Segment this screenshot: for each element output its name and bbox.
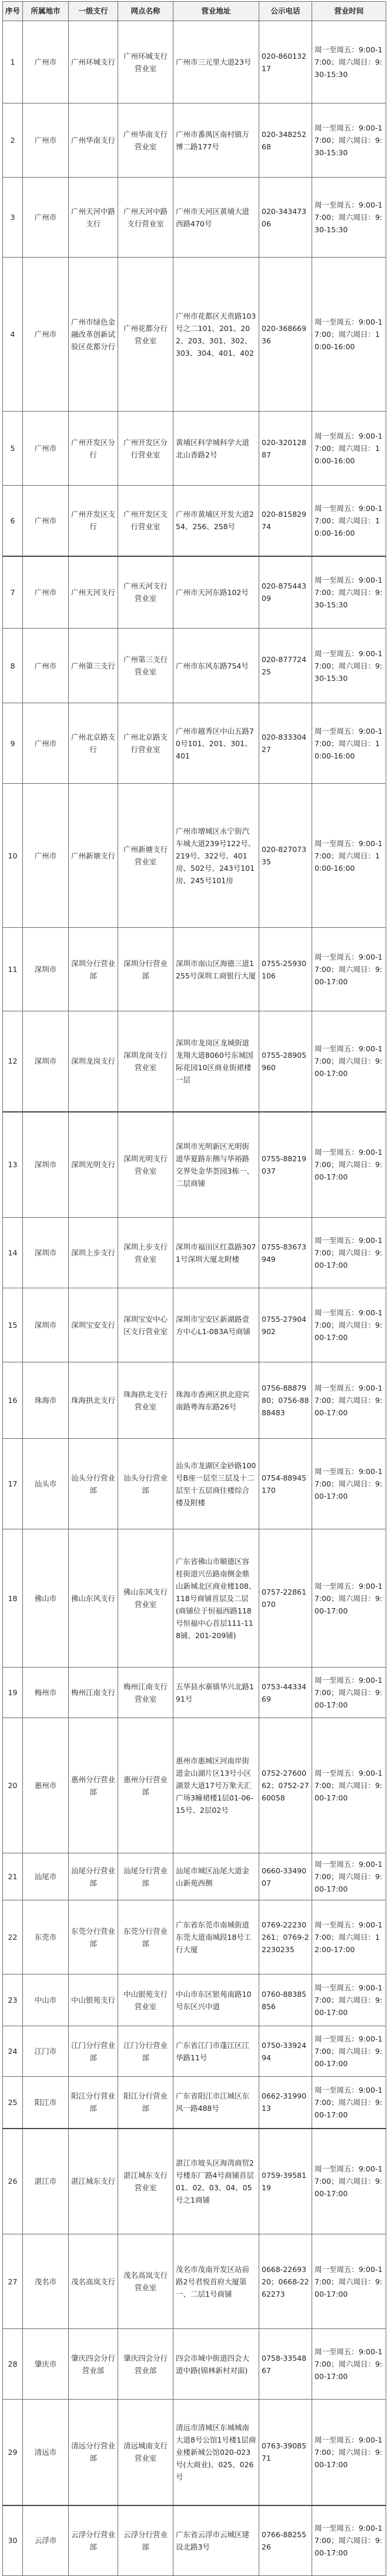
- header-address: 营业地址: [173, 2, 259, 21]
- parent-branch-cell: 梅州江南支行: [69, 1668, 118, 1718]
- table-row: [3, 1853, 386, 1900]
- city-cell: 茂名市: [23, 2234, 69, 2329]
- table-row: [3, 1718, 386, 1853]
- phone-cell: 0755-27904902: [259, 1288, 312, 1362]
- row-number: 19: [3, 1668, 23, 1718]
- address-cell: 五华县水寨镇华兴北路191号: [173, 1668, 259, 1718]
- row-number: 23: [3, 1974, 23, 2026]
- parent-branch-cell: 广州开发区支行: [69, 486, 118, 556]
- row-number: 8: [3, 629, 23, 703]
- header-parent-branch: 一级支行: [69, 2, 118, 21]
- hours-cell: 周一至周五：9:00-17:00；周六周日：9:00-17:00: [312, 1439, 386, 1529]
- city-cell: 汕头市: [23, 1439, 69, 1529]
- city-cell: 惠州市: [23, 1718, 69, 1853]
- table-body: [3, 21, 386, 2576]
- phone-cell: 0757-22861070: [259, 1529, 312, 1668]
- hours-cell: 周一至周五：9:00-17:00；周六周日：9:00-17:00: [312, 2129, 386, 2234]
- city-cell: 广州市: [23, 412, 69, 486]
- phone-cell: 020-34347306: [259, 178, 312, 258]
- row-number: 5: [3, 412, 23, 486]
- row-number: 28: [3, 2329, 23, 2400]
- row-number: 7: [3, 556, 23, 629]
- table-row: [3, 1900, 386, 1974]
- address-cell: 清远市清城区东城城南大道8号公馆1号楼1层商业楼新城公馆020-023号(大商业)、025、026号: [173, 2400, 259, 2505]
- branch-name-cell: 广州北京路支行营业室: [118, 703, 173, 784]
- row-number: 22: [3, 1900, 23, 1974]
- city-cell: 深圳市: [23, 1218, 69, 1288]
- hours-cell: 周一至周五：9:00-17:00；周六周日：10:00-16:00: [312, 486, 386, 556]
- row-number: 11: [3, 928, 23, 1011]
- row-number: 13: [3, 1112, 23, 1218]
- branch-name-cell: 广州花都分行营业室: [118, 258, 173, 412]
- phone-cell: 0760-88385856: [259, 1974, 312, 2026]
- hours-cell: 周一至周五：9:00-17:00；周六周日：9:30-15:30: [312, 103, 386, 178]
- address-cell: 惠州市惠城区河南岸街道金山湖片区13号小区湖景大道17号万象天汇广场3幢裙楼1层01-06-15号、2层02号: [173, 1718, 259, 1853]
- phone-cell: 0758-3354867: [259, 2329, 312, 2400]
- table-row: [3, 2129, 386, 2234]
- branch-name-cell: 深圳宝安中心区支行营业室: [118, 1288, 173, 1362]
- phone-cell: 0753-4433469: [259, 1668, 312, 1718]
- address-cell: 广州市东风东路754号: [173, 629, 259, 703]
- branch-table: [2, 1, 386, 2576]
- phone-cell: 0755-28905960: [259, 1011, 312, 1112]
- phone-cell: 0668-2269320；0668-2262273: [259, 2234, 312, 2329]
- phone-cell: 020-82707335: [259, 784, 312, 928]
- parent-branch-cell: 广州第三支行: [69, 629, 118, 703]
- address-cell: 广州市天河东路102号: [173, 556, 259, 629]
- city-cell: 汕尾市: [23, 1853, 69, 1900]
- branch-name-cell: 云浮分行营业部: [118, 2505, 173, 2576]
- branch-name-cell: 东莞分行营业部: [118, 1900, 173, 1974]
- hours-cell: 周一至周五：9:00-17:00；周六周日：9:00-17:00: [312, 1218, 386, 1288]
- table-row: [3, 1288, 386, 1362]
- city-cell: 肇庆市: [23, 2329, 69, 2400]
- table-row: [3, 1218, 386, 1288]
- hours-cell: 周一至周五：9:00-17:00；周六周日：9:00-17:00: [312, 2234, 386, 2329]
- address-cell: 广州市越秀区中山五路70号101、201、301、401: [173, 703, 259, 784]
- branch-name-cell: 汕头分行营业部: [118, 1439, 173, 1529]
- table-row: [3, 1529, 386, 1668]
- address-cell: 茂名市茂南开发区站前路2号君悦首府大厦第一、二层1号商铺: [173, 2234, 259, 2329]
- hours-cell: 周一至周五：9:00-17:00；周六周日：9:30-15:30: [312, 178, 386, 258]
- branch-name-cell: 深圳上步支行营业室: [118, 1218, 173, 1288]
- branch-name-cell: 湛江城东支行营业室: [118, 2129, 173, 2234]
- hours-cell: 周一至周五：9:00-17:00；周六周日：9:00-17:00: [312, 1529, 386, 1668]
- parent-branch-cell: 东莞分行营业部: [69, 1900, 118, 1974]
- parent-branch-cell: 珠海拱北支行: [69, 1362, 118, 1439]
- row-number: 18: [3, 1529, 23, 1668]
- parent-branch-cell: 广州开发区分行: [69, 412, 118, 486]
- phone-cell: 0752-2760062；0752-2760058: [259, 1718, 312, 1853]
- hours-cell: 周一至周五：9:00-17:00；周六周日：9:30-15:30: [312, 629, 386, 703]
- parent-branch-cell: 广州天河支行: [69, 556, 118, 629]
- table-row: [3, 2505, 386, 2576]
- city-cell: 广州市: [23, 103, 69, 178]
- table-row: [3, 1439, 386, 1529]
- hours-cell: 周一至周五：9:00-17:00；周六周日：9:00-17:00: [312, 1853, 386, 1900]
- city-cell: 梅州市: [23, 1668, 69, 1718]
- address-cell: 广州市增城区永宁街汽车城大道239号122号、219号、322号、401房、502号、243号101房、245号101房: [173, 784, 259, 928]
- address-cell: 深圳市光明新区光明街道华夏路东侧与华裕路交界处金华荟园3栋一、二层商铺: [173, 1112, 259, 1218]
- parent-branch-cell: 深圳上步支行: [69, 1218, 118, 1288]
- row-number: 12: [3, 1011, 23, 1112]
- hours-cell: 周一至周五：9:00-17:00；周六周日：10:00-16:00: [312, 703, 386, 784]
- address-cell: 深圳市宝安区新湖路壹方中心L1-083A号商铺: [173, 1288, 259, 1362]
- table-row: [3, 1011, 386, 1112]
- city-cell: 广州市: [23, 784, 69, 928]
- table-row: [3, 486, 386, 556]
- branch-name-cell: 深圳分行营业部: [118, 928, 173, 1011]
- phone-cell: 020-81582974: [259, 486, 312, 556]
- branch-name-cell: 汕尾分行营业部: [118, 1853, 173, 1900]
- city-cell: 深圳市: [23, 928, 69, 1011]
- parent-branch-cell: 湛江城东支行: [69, 2129, 118, 2234]
- branch-name-cell: 广州天河支行营业室: [118, 556, 173, 629]
- row-number: 17: [3, 1439, 23, 1529]
- row-number: 9: [3, 703, 23, 784]
- hours-cell: 周一至周五：9:00-17:00；周六周日：9:00-17:00: [312, 1718, 386, 1853]
- parent-branch-cell: 茂名高岚支行: [69, 2234, 118, 2329]
- city-cell: 深圳市: [23, 1011, 69, 1112]
- address-cell: 汕头市龙湖区金砂路100号B座一层至三层及十二层至十五层商住楼综合楼及附楼: [173, 1439, 259, 1529]
- header-city: 所属地市: [23, 2, 69, 21]
- branch-name-cell: 佛山东风支行营业室: [118, 1529, 173, 1668]
- table-row: [3, 1974, 386, 2026]
- hours-cell: 周一至周五：9:00-17:00；周六周日：9:00-17:00: [312, 1288, 386, 1362]
- address-cell: 深圳市龙岗区龙城街道龙翔大道8060号东城国际花园10区商业街裙楼一层: [173, 1011, 259, 1112]
- branch-name-cell: 中山银苑支行营业室: [118, 1974, 173, 2026]
- address-cell: 广东省江门市蓬江区江华路11号: [173, 2026, 259, 2077]
- address-cell: 广州市天河区黄埔大道西路470号: [173, 178, 259, 258]
- branch-name-cell: 江门分行营业部: [118, 2026, 173, 2077]
- parent-branch-cell: 广州天河中路支行: [69, 178, 118, 258]
- address-cell: 珠海市香洲区拱北迎宾南路粤海东路26号: [173, 1362, 259, 1439]
- city-cell: 中山市: [23, 1974, 69, 2026]
- hours-cell: 周一至周五：9:00-17:00；周六周日：9:00-17:00: [312, 2400, 386, 2505]
- table-header-row: [3, 2, 386, 21]
- phone-cell: 020-32012887: [259, 412, 312, 486]
- branch-name-cell: 梅州江南支行营业室: [118, 1668, 173, 1718]
- address-cell: 广东省云浮市云城区建设北路3号: [173, 2505, 259, 2576]
- address-cell: 广州市黄埔区开发大道254、256、258号: [173, 486, 259, 556]
- phone-cell: 0759-3958119: [259, 2129, 312, 2234]
- row-number: 25: [3, 2077, 23, 2129]
- parent-branch-cell: 云浮分行营业部: [69, 2505, 118, 2576]
- phone-cell: 020-83330427: [259, 703, 312, 784]
- parent-branch-cell: 肇庆四会分行营业部: [69, 2329, 118, 2400]
- branch-name-cell: 肇庆四会分行营业部: [118, 2329, 173, 2400]
- table-row: [3, 2234, 386, 2329]
- table-row: [3, 784, 386, 928]
- hours-cell: 周一至周五：9:00-17:00；周六周日：9:00-17:00: [312, 2505, 386, 2576]
- parent-branch-cell: 广州市绿色金融改革创新试验区花都分行: [69, 258, 118, 412]
- city-cell: 江门市: [23, 2026, 69, 2077]
- city-cell: 广州市: [23, 629, 69, 703]
- hours-cell: 周一至周五：9:00-17:00；周六周日：9:00-17:00: [312, 2077, 386, 2129]
- city-cell: 深圳市: [23, 1288, 69, 1362]
- phone-cell: 020-34825268: [259, 103, 312, 178]
- city-cell: 深圳市: [23, 1112, 69, 1218]
- row-number: 14: [3, 1218, 23, 1288]
- address-cell: 广东省佛山市顺德区容桂街道兴岳路南侧金鼎山新城北区商业楼108、118号商铺首层及二层(商铺位于恒福西路118号恒福中心首层111-118铺、201-209铺): [173, 1529, 259, 1668]
- table-row: [3, 21, 386, 103]
- city-cell: 广州市: [23, 258, 69, 412]
- header-phone: 公示电话: [259, 2, 312, 21]
- hours-cell: 周一至周五：9:00-17:00；周六周日：9:00-17:00: [312, 2026, 386, 2077]
- branch-name-cell: 广州开发区支行营业室: [118, 486, 173, 556]
- city-cell: 广州市: [23, 21, 69, 103]
- row-number: 4: [3, 258, 23, 412]
- row-number: 27: [3, 2234, 23, 2329]
- branch-name-cell: 珠海拱北支行营业室: [118, 1362, 173, 1439]
- table-row: [3, 103, 386, 178]
- hours-cell: 周一至周五：9:00-17:00；周六周日：9:00-17:00: [312, 1362, 386, 1439]
- hours-cell: 周一至周五：9:00-17:00；周六周日：9:30-15:30: [312, 556, 386, 629]
- branch-name-cell: 清远城南支行营业室: [118, 2400, 173, 2505]
- hours-cell: 周一至周五：9:00-17:00；周六周日：10:00-16:00: [312, 258, 386, 412]
- row-number: 30: [3, 2505, 23, 2576]
- hours-cell: 周一至周五：9:00-17:00；周六周日：12:00-17:00: [312, 1900, 386, 1974]
- hours-cell: 周一至周五：9:00-17:00；周六周日：10:00-16:00: [312, 412, 386, 486]
- city-cell: 湛江市: [23, 2129, 69, 2234]
- phone-cell: 0755-83673949: [259, 1218, 312, 1288]
- row-number: 3: [3, 178, 23, 258]
- city-cell: 广州市: [23, 556, 69, 629]
- address-cell: 广东省东莞市南城街道东莞大道南城段18号工行大厦: [173, 1900, 259, 1974]
- header-hours: 营业时间: [312, 2, 386, 21]
- table-row: [3, 928, 386, 1011]
- branch-name-cell: 广州开发区分行营业室: [118, 412, 173, 486]
- parent-branch-cell: 深圳分行营业部: [69, 928, 118, 1011]
- hours-cell: 周一至周五：9:00-17:00；周六周日：10:00-16:00: [312, 784, 386, 928]
- parent-branch-cell: 佛山东风支行: [69, 1529, 118, 1668]
- row-number: 26: [3, 2129, 23, 2234]
- parent-branch-cell: 清远分行营业部: [69, 2400, 118, 2505]
- address-cell: 黄埔区科学城科学大道北山香路2号: [173, 412, 259, 486]
- table-row: [3, 258, 386, 412]
- phone-cell: 0756-8887980；0756-8888483: [259, 1362, 312, 1439]
- parent-branch-cell: 广州华南支行: [69, 103, 118, 178]
- table-row: [3, 703, 386, 784]
- branch-name-cell: 广州天河中路支行营业室: [118, 178, 173, 258]
- table-row: [3, 178, 386, 258]
- parent-branch-cell: 深圳龙岗支行: [69, 1011, 118, 1112]
- table-row: [3, 412, 386, 486]
- address-cell: 广州市番禺区南村镇万博二路177号: [173, 103, 259, 178]
- address-cell: 湛江市坡头区海湾商贸2号楼东厂路4号商铺首层01、02、03、04、05号之1商铺: [173, 2129, 259, 2234]
- phone-cell: 020-87544309: [259, 556, 312, 629]
- row-number: 10: [3, 784, 23, 928]
- table-row: [3, 2400, 386, 2505]
- phone-cell: 0750-3392494: [259, 2026, 312, 2077]
- parent-branch-cell: 惠州分行营业部: [69, 1718, 118, 1853]
- hours-cell: 周一至周五：9:00-17:00；周六周日：9:00-17:00: [312, 1974, 386, 2026]
- table-row: [3, 1362, 386, 1439]
- branch-name-cell: 茂名高岚支行营业室: [118, 2234, 173, 2329]
- parent-branch-cell: 广州环城支行: [69, 21, 118, 103]
- branch-name-cell: 阳江分行营业部: [118, 2077, 173, 2129]
- address-cell: 四会市城中街道四会大道中路(锦林新村对面): [173, 2329, 259, 2400]
- phone-cell: 020-87772425: [259, 629, 312, 703]
- branch-name-cell: 广州新塘支行营业室: [118, 784, 173, 928]
- branch-name-cell: 广州环城支行营业室: [118, 21, 173, 103]
- address-cell: 广州市花都区天贵路103号之二101、201、202、203、301、302、303、304、401、402: [173, 258, 259, 412]
- row-number: 6: [3, 486, 23, 556]
- address-cell: 深圳市南山区海德三道1255号深圳工商银行大厦: [173, 928, 259, 1011]
- city-cell: 阳江市: [23, 2077, 69, 2129]
- city-cell: 东莞市: [23, 1900, 69, 1974]
- parent-branch-cell: 深圳光明支行: [69, 1112, 118, 1218]
- city-cell: 珠海市: [23, 1362, 69, 1439]
- hours-cell: 周一至周五：9:00-17:00；周六周日：9:00-17:00: [312, 1112, 386, 1218]
- city-cell: 佛山市: [23, 1529, 69, 1668]
- address-cell: 汕尾市城区汕尾大道金山新苑西侧: [173, 1853, 259, 1900]
- parent-branch-cell: 中山银苑支行: [69, 1974, 118, 2026]
- phone-cell: 0766-8825526: [259, 2505, 312, 2576]
- table-row: [3, 2077, 386, 2129]
- table-row: [3, 629, 386, 703]
- table-row: [3, 1668, 386, 1718]
- header-branch-name: 网点名称: [118, 2, 173, 21]
- phone-cell: 020-36866936: [259, 258, 312, 412]
- table-row: [3, 2026, 386, 2077]
- phone-cell: 0755-25930106: [259, 928, 312, 1011]
- row-number: 2: [3, 103, 23, 178]
- address-cell: 深圳市福田区红荔路3071号深圳大厦北附楼: [173, 1218, 259, 1288]
- parent-branch-cell: 广州新塘支行: [69, 784, 118, 928]
- hours-cell: 周一至周五：9:00-17:00；周六周日：9:00-17:00: [312, 1011, 386, 1112]
- row-number: 21: [3, 1853, 23, 1900]
- parent-branch-cell: 汕头分行营业部: [69, 1439, 118, 1529]
- hours-cell: 周一至周五：9:00-17:00；周六周日：9:00-17:00: [312, 928, 386, 1011]
- row-number: 1: [3, 21, 23, 103]
- branch-name-cell: 深圳龙岗支行营业室: [118, 1011, 173, 1112]
- parent-branch-cell: 深圳宝安支行: [69, 1288, 118, 1362]
- row-number: 16: [3, 1362, 23, 1439]
- row-number: 15: [3, 1288, 23, 1362]
- table-row: [3, 556, 386, 629]
- city-cell: 清远市: [23, 2400, 69, 2505]
- phone-cell: 0660-3349007: [259, 1853, 312, 1900]
- hours-cell: 周一至周五：9:00-17:00；周六周日：9:30-15:30: [312, 21, 386, 103]
- hours-cell: 周一至周五：9:00-17:00；周六周日：9:00-17:00: [312, 1668, 386, 1718]
- row-number: 20: [3, 1718, 23, 1853]
- city-cell: 云浮市: [23, 2505, 69, 2576]
- branch-name-cell: 广州华南支行营业室: [118, 103, 173, 178]
- branch-name-cell: 广州第三支行营业室: [118, 629, 173, 703]
- table-row: [3, 1112, 386, 1218]
- row-number: 24: [3, 2026, 23, 2077]
- hours-cell: 周一至周五：9:00-17:00；周六周日：9:00-17:00: [312, 2329, 386, 2400]
- header-no: 序号: [3, 2, 23, 21]
- city-cell: 广州市: [23, 486, 69, 556]
- branch-name-cell: 惠州分行营业部: [118, 1718, 173, 1853]
- parent-branch-cell: 汕尾分行营业部: [69, 1853, 118, 1900]
- table-row: [3, 2329, 386, 2400]
- parent-branch-cell: 广州北京路支行: [69, 703, 118, 784]
- phone-cell: 0755-88219037: [259, 1112, 312, 1218]
- parent-branch-cell: 阳江分行营业部: [69, 2077, 118, 2129]
- phone-cell: 0754-88945170: [259, 1439, 312, 1529]
- address-cell: 广州市三元里大道23号: [173, 21, 259, 103]
- address-cell: 广东省阳江市江城区东风一路488号: [173, 2077, 259, 2129]
- phone-cell: 0763-3908571: [259, 2400, 312, 2505]
- phone-cell: 020-86013217: [259, 21, 312, 103]
- phone-cell: 0662-3199013: [259, 2077, 312, 2129]
- phone-cell: 0769-22230261；0769-22230235: [259, 1900, 312, 1974]
- city-cell: 广州市: [23, 703, 69, 784]
- branch-name-cell: 深圳光明支行营业室: [118, 1112, 173, 1218]
- row-number: 29: [3, 2400, 23, 2505]
- parent-branch-cell: 江门分行营业部: [69, 2026, 118, 2077]
- address-cell: 中山市东区银苑南路10号东区兴中道: [173, 1974, 259, 2026]
- city-cell: 广州市: [23, 178, 69, 258]
